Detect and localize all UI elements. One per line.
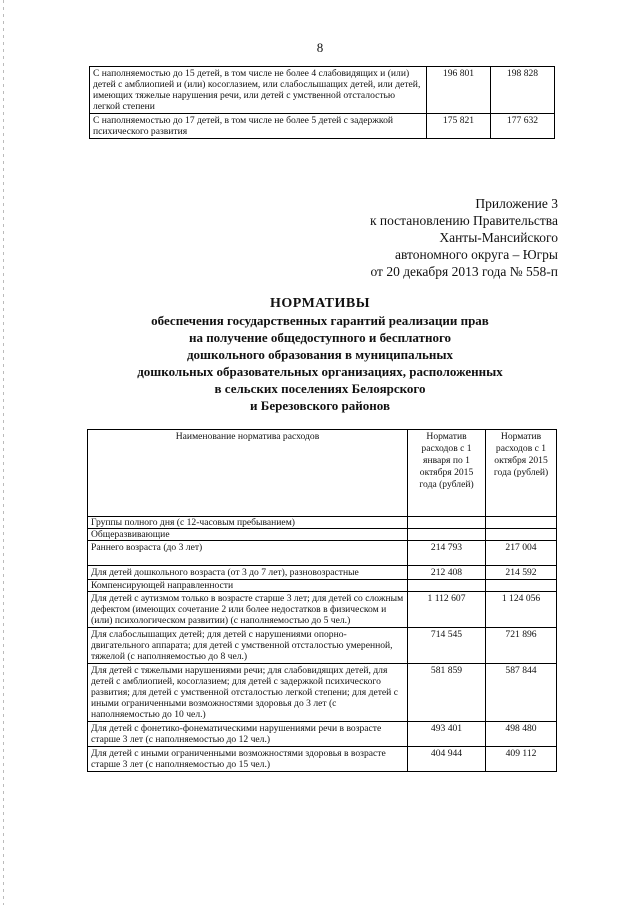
row-value-2: 498 480 bbox=[486, 722, 557, 747]
row-value-1 bbox=[408, 517, 486, 529]
appendix-line: к постановлению Правительства bbox=[369, 213, 558, 228]
appendix-line: от 20 декабря 2013 года № 558-п bbox=[370, 264, 558, 279]
row-value-1: 175 821 bbox=[427, 114, 491, 139]
row-value-2: 217 004 bbox=[486, 541, 557, 566]
table-row bbox=[88, 566, 557, 580]
row-description: Для детей с тяжелыми нарушениями речи; для слабовидящих детей, для детей с амблиопией, косоглазием; для детей с задержкой психического развития; для детей с умственной отсталостью легкой степени; для детей с иными ограниченными возможностями здоровья до 3 лет (с наполняемостью до 10 чел.) bbox=[88, 664, 408, 722]
header-period-2: Норматив расходов с 1 октября 2015 года (рублей) bbox=[486, 430, 557, 517]
row-description: Для слабослышащих детей; для детей с нарушениями опорно-двигательного аппарата; для детей с умственной отсталостью умеренной, тяжелой (с наполняемостью до 8 чел.) bbox=[88, 628, 408, 664]
row-value-2: 177 632 bbox=[491, 114, 555, 139]
title-main: НОРМАТИВЫ bbox=[270, 296, 370, 311]
continuation-table bbox=[89, 66, 555, 139]
title-line: и Березовского районов bbox=[250, 398, 390, 413]
title-line: на получение общедоступного и бесплатного bbox=[188, 330, 452, 345]
row-value-1 bbox=[408, 529, 486, 541]
row-description: С наполняемостью до 15 детей, в том числе не более 4 слабовидящих и (или) детей с амблиопией и (или) косоглазием, или слабослышащих детей, или детей, имеющих тяжелые нарушения речи, или детей с умственной отсталостью легкой степени bbox=[90, 67, 427, 114]
section-label: Компенсирующей направленности bbox=[88, 580, 408, 592]
table-row bbox=[88, 517, 557, 529]
row-description: Для детей с фонетико-фонематическими нарушениями речи в возрасте старше 3 лет (с наполняемостью до 12 чел.) bbox=[88, 722, 408, 747]
table-header-row bbox=[88, 430, 557, 517]
header-period-1: Норматив расходов с 1 января по 1 октября 2015 года (рублей) bbox=[408, 430, 486, 517]
title-line: дошкольного образования в муниципальных bbox=[186, 347, 454, 362]
row-description: Для детей с иными ограниченными возможностями здоровья в возрасте старше 3 лет (с наполняемостью до 15 чел.) bbox=[88, 747, 408, 772]
title-line: обеспечения государственных гарантий реализации прав bbox=[151, 313, 489, 328]
norms-table bbox=[87, 429, 557, 772]
appendix-line: Приложение 3 bbox=[475, 196, 558, 211]
table-row bbox=[88, 664, 557, 722]
appendix-line: автономного округа – Югры bbox=[395, 247, 558, 262]
table-row bbox=[90, 114, 555, 139]
table-row bbox=[88, 628, 557, 664]
row-description: Раннего возраста (до 3 лет) bbox=[88, 541, 408, 566]
table-row bbox=[88, 529, 557, 541]
section-label: Общеразвивающие bbox=[88, 529, 408, 541]
row-value-2: 587 844 bbox=[486, 664, 557, 722]
row-value-1 bbox=[408, 580, 486, 592]
title-line: в сельских поселениях Белоярского bbox=[214, 381, 426, 396]
row-value-1: 714 545 bbox=[408, 628, 486, 664]
row-description: С наполняемостью до 17 детей, в том числе не более 5 детей с задержкой психического развития bbox=[90, 114, 427, 139]
row-value-2: 198 828 bbox=[491, 67, 555, 114]
row-value-1: 1 112 607 bbox=[408, 592, 486, 628]
row-value-1: 404 944 bbox=[408, 747, 486, 772]
row-value-1: 214 793 bbox=[408, 541, 486, 566]
row-value-2 bbox=[486, 529, 557, 541]
row-description: Для детей дошкольного возраста (от 3 до 7 лет), разновозрастные bbox=[88, 566, 408, 580]
appendix-line: Ханты-Мансийского bbox=[439, 230, 558, 245]
row-value-2: 214 592 bbox=[486, 566, 557, 580]
row-value-1: 212 408 bbox=[408, 566, 486, 580]
table-row bbox=[88, 580, 557, 592]
section-label: Группы полного дня (с 12-часовым пребыванием) bbox=[88, 517, 408, 529]
row-value-2 bbox=[486, 580, 557, 592]
table-row bbox=[88, 722, 557, 747]
row-value-1: 581 859 bbox=[408, 664, 486, 722]
header-name: Наименование норматива расходов bbox=[88, 430, 408, 517]
page-number: 8 bbox=[316, 40, 324, 55]
row-value-1: 196 801 bbox=[427, 67, 491, 114]
title-line: дошкольных образовательных организациях, расположенных bbox=[137, 364, 503, 379]
row-value-2 bbox=[486, 517, 557, 529]
row-value-2: 721 896 bbox=[486, 628, 557, 664]
row-value-2: 1 124 056 bbox=[486, 592, 557, 628]
row-value-2: 409 112 bbox=[486, 747, 557, 772]
row-value-1: 493 401 bbox=[408, 722, 486, 747]
table-row bbox=[88, 592, 557, 628]
document-title bbox=[70, 295, 570, 414]
row-description: Для детей с аутизмом только в возрасте старше 3 лет; для детей со сложным дефектом (имеющих сочетание 2 или более недостатков в физическом и (или) психологическом развитии) (с наполняемостью до 5 чел.) bbox=[88, 592, 408, 628]
table-row bbox=[88, 541, 557, 566]
scan-edge-artifact bbox=[3, 0, 4, 905]
table-row bbox=[90, 67, 555, 114]
table-row bbox=[88, 747, 557, 772]
appendix-header bbox=[370, 195, 558, 280]
